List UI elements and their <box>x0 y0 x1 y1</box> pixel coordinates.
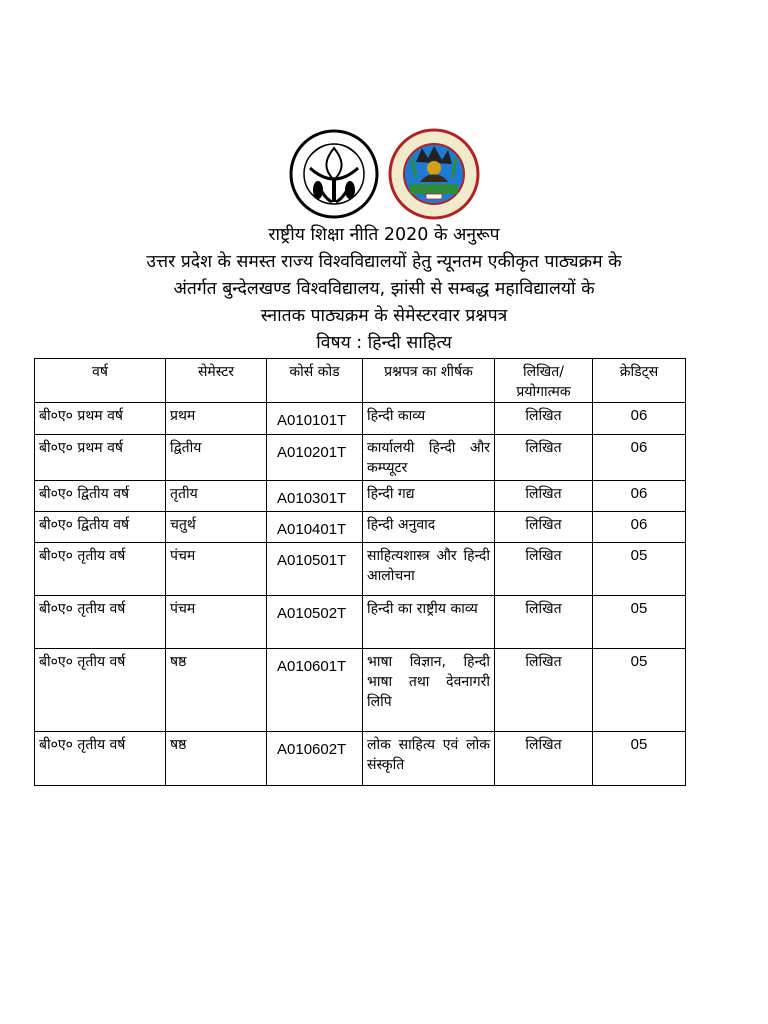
cell-semester: षष्ठ <box>166 649 267 732</box>
cell-year: बी०ए० तृतीय वर्ष <box>35 543 166 596</box>
cell-course-code: A010201T <box>267 435 363 481</box>
up-government-emblem <box>288 128 380 220</box>
cell-credits: 06 <box>593 481 686 512</box>
cell-paper-title: हिन्दी अनुवाद <box>363 512 495 543</box>
cell-type: लिखित <box>495 512 593 543</box>
heading-line-4: स्नातक पाठ्यक्रम के सेमेस्टरवार प्रश्नपत्र <box>260 306 508 326</box>
cell-type: लिखित <box>495 481 593 512</box>
subject-title: विषय : हिन्दी साहित्य <box>316 333 452 353</box>
cell-paper-title: हिन्दी गद्य <box>363 481 495 512</box>
document-heading <box>0 222 768 357</box>
cell-course-code: A010502T <box>267 596 363 649</box>
table-row <box>35 649 686 732</box>
cell-course-code: A010101T <box>267 403 363 435</box>
cell-course-code: A010601T <box>267 649 363 732</box>
cell-type: लिखित <box>495 543 593 596</box>
table-row <box>35 732 686 786</box>
heading-line-1: राष्ट्रीय शिक्षा नीति 2020 के अनुरूप <box>268 225 500 245</box>
header-year: वर्ष <box>35 359 166 403</box>
cell-year: बी०ए० तृतीय वर्ष <box>35 732 166 786</box>
cell-type: लिखित <box>495 732 593 786</box>
header-paper-title: प्रश्नपत्र का शीर्षक <box>363 359 495 403</box>
cell-year: बी०ए० तृतीय वर्ष <box>35 649 166 732</box>
cell-course-code: A010501T <box>267 543 363 596</box>
header-type: लिखित/प्रयोगात्मक <box>495 359 593 403</box>
cell-semester: षष्ठ <box>166 732 267 786</box>
table-row <box>35 403 686 435</box>
cell-credits: 06 <box>593 435 686 481</box>
cell-paper-title: लोक साहित्य एवं लोक संस्कृति <box>363 732 495 786</box>
cell-credits: 06 <box>593 403 686 435</box>
cell-type: लिखित <box>495 596 593 649</box>
cell-credits: 05 <box>593 732 686 786</box>
cell-year: बी०ए० प्रथम वर्ष <box>35 403 166 435</box>
cell-credits: 06 <box>593 512 686 543</box>
cell-type: लिखित <box>495 403 593 435</box>
cell-credits: 05 <box>593 649 686 732</box>
cell-year: बी०ए० द्वितीय वर्ष <box>35 512 166 543</box>
heading-line-2: उत्तर प्रदेश के समस्त राज्य विश्वविद्यालयों हेतु न्यूनतम एकीकृत पाठ्यक्रम के <box>146 252 622 272</box>
cell-credits: 05 <box>593 596 686 649</box>
cell-course-code: A010301T <box>267 481 363 512</box>
table-header-row <box>35 359 686 403</box>
cell-year: बी०ए० द्वितीय वर्ष <box>35 481 166 512</box>
header-credits: क्रेडिट्स <box>593 359 686 403</box>
cell-course-code: A010401T <box>267 512 363 543</box>
cell-semester: पंचम <box>166 596 267 649</box>
cell-semester: पंचम <box>166 543 267 596</box>
cell-semester: तृतीय <box>166 481 267 512</box>
syllabus-table <box>34 358 686 786</box>
header-course-code: कोर्स कोड <box>267 359 363 403</box>
heading-line-3: अंतर्गत बुन्देलखण्ड विश्वविद्यालय, झांसी से सम्बद्ध महाविद्यालयों के <box>173 279 595 299</box>
cell-year: बी०ए० प्रथम वर्ष <box>35 435 166 481</box>
cell-paper-title: कार्यालयी हिन्दी और कम्प्यूटर <box>363 435 495 481</box>
cell-credits: 05 <box>593 543 686 596</box>
header-semester: सेमेस्टर <box>166 359 267 403</box>
cell-semester: चतुर्थ <box>166 512 267 543</box>
cell-paper-title: हिन्दी का राष्ट्रीय काव्य <box>363 596 495 649</box>
cell-type: लिखित <box>495 649 593 732</box>
table-row <box>35 512 686 543</box>
cell-paper-title: भाषा विज्ञान, हिन्दी भाषा तथा देवनागरी लिपि <box>363 649 495 732</box>
cell-year: बी०ए० तृतीय वर्ष <box>35 596 166 649</box>
logo-row <box>0 128 768 220</box>
cell-course-code: A010602T <box>267 732 363 786</box>
table-row <box>35 596 686 649</box>
cell-paper-title: साहित्यशास्त्र और हिन्दी आलोचना <box>363 543 495 596</box>
table-row <box>35 435 686 481</box>
cell-type: लिखित <box>495 435 593 481</box>
bundelkhand-university-seal <box>386 128 482 220</box>
table-row <box>35 543 686 596</box>
cell-semester: प्रथम <box>166 403 267 435</box>
cell-semester: द्वितीय <box>166 435 267 481</box>
table-row <box>35 481 686 512</box>
cell-paper-title: हिन्दी काव्य <box>363 403 495 435</box>
